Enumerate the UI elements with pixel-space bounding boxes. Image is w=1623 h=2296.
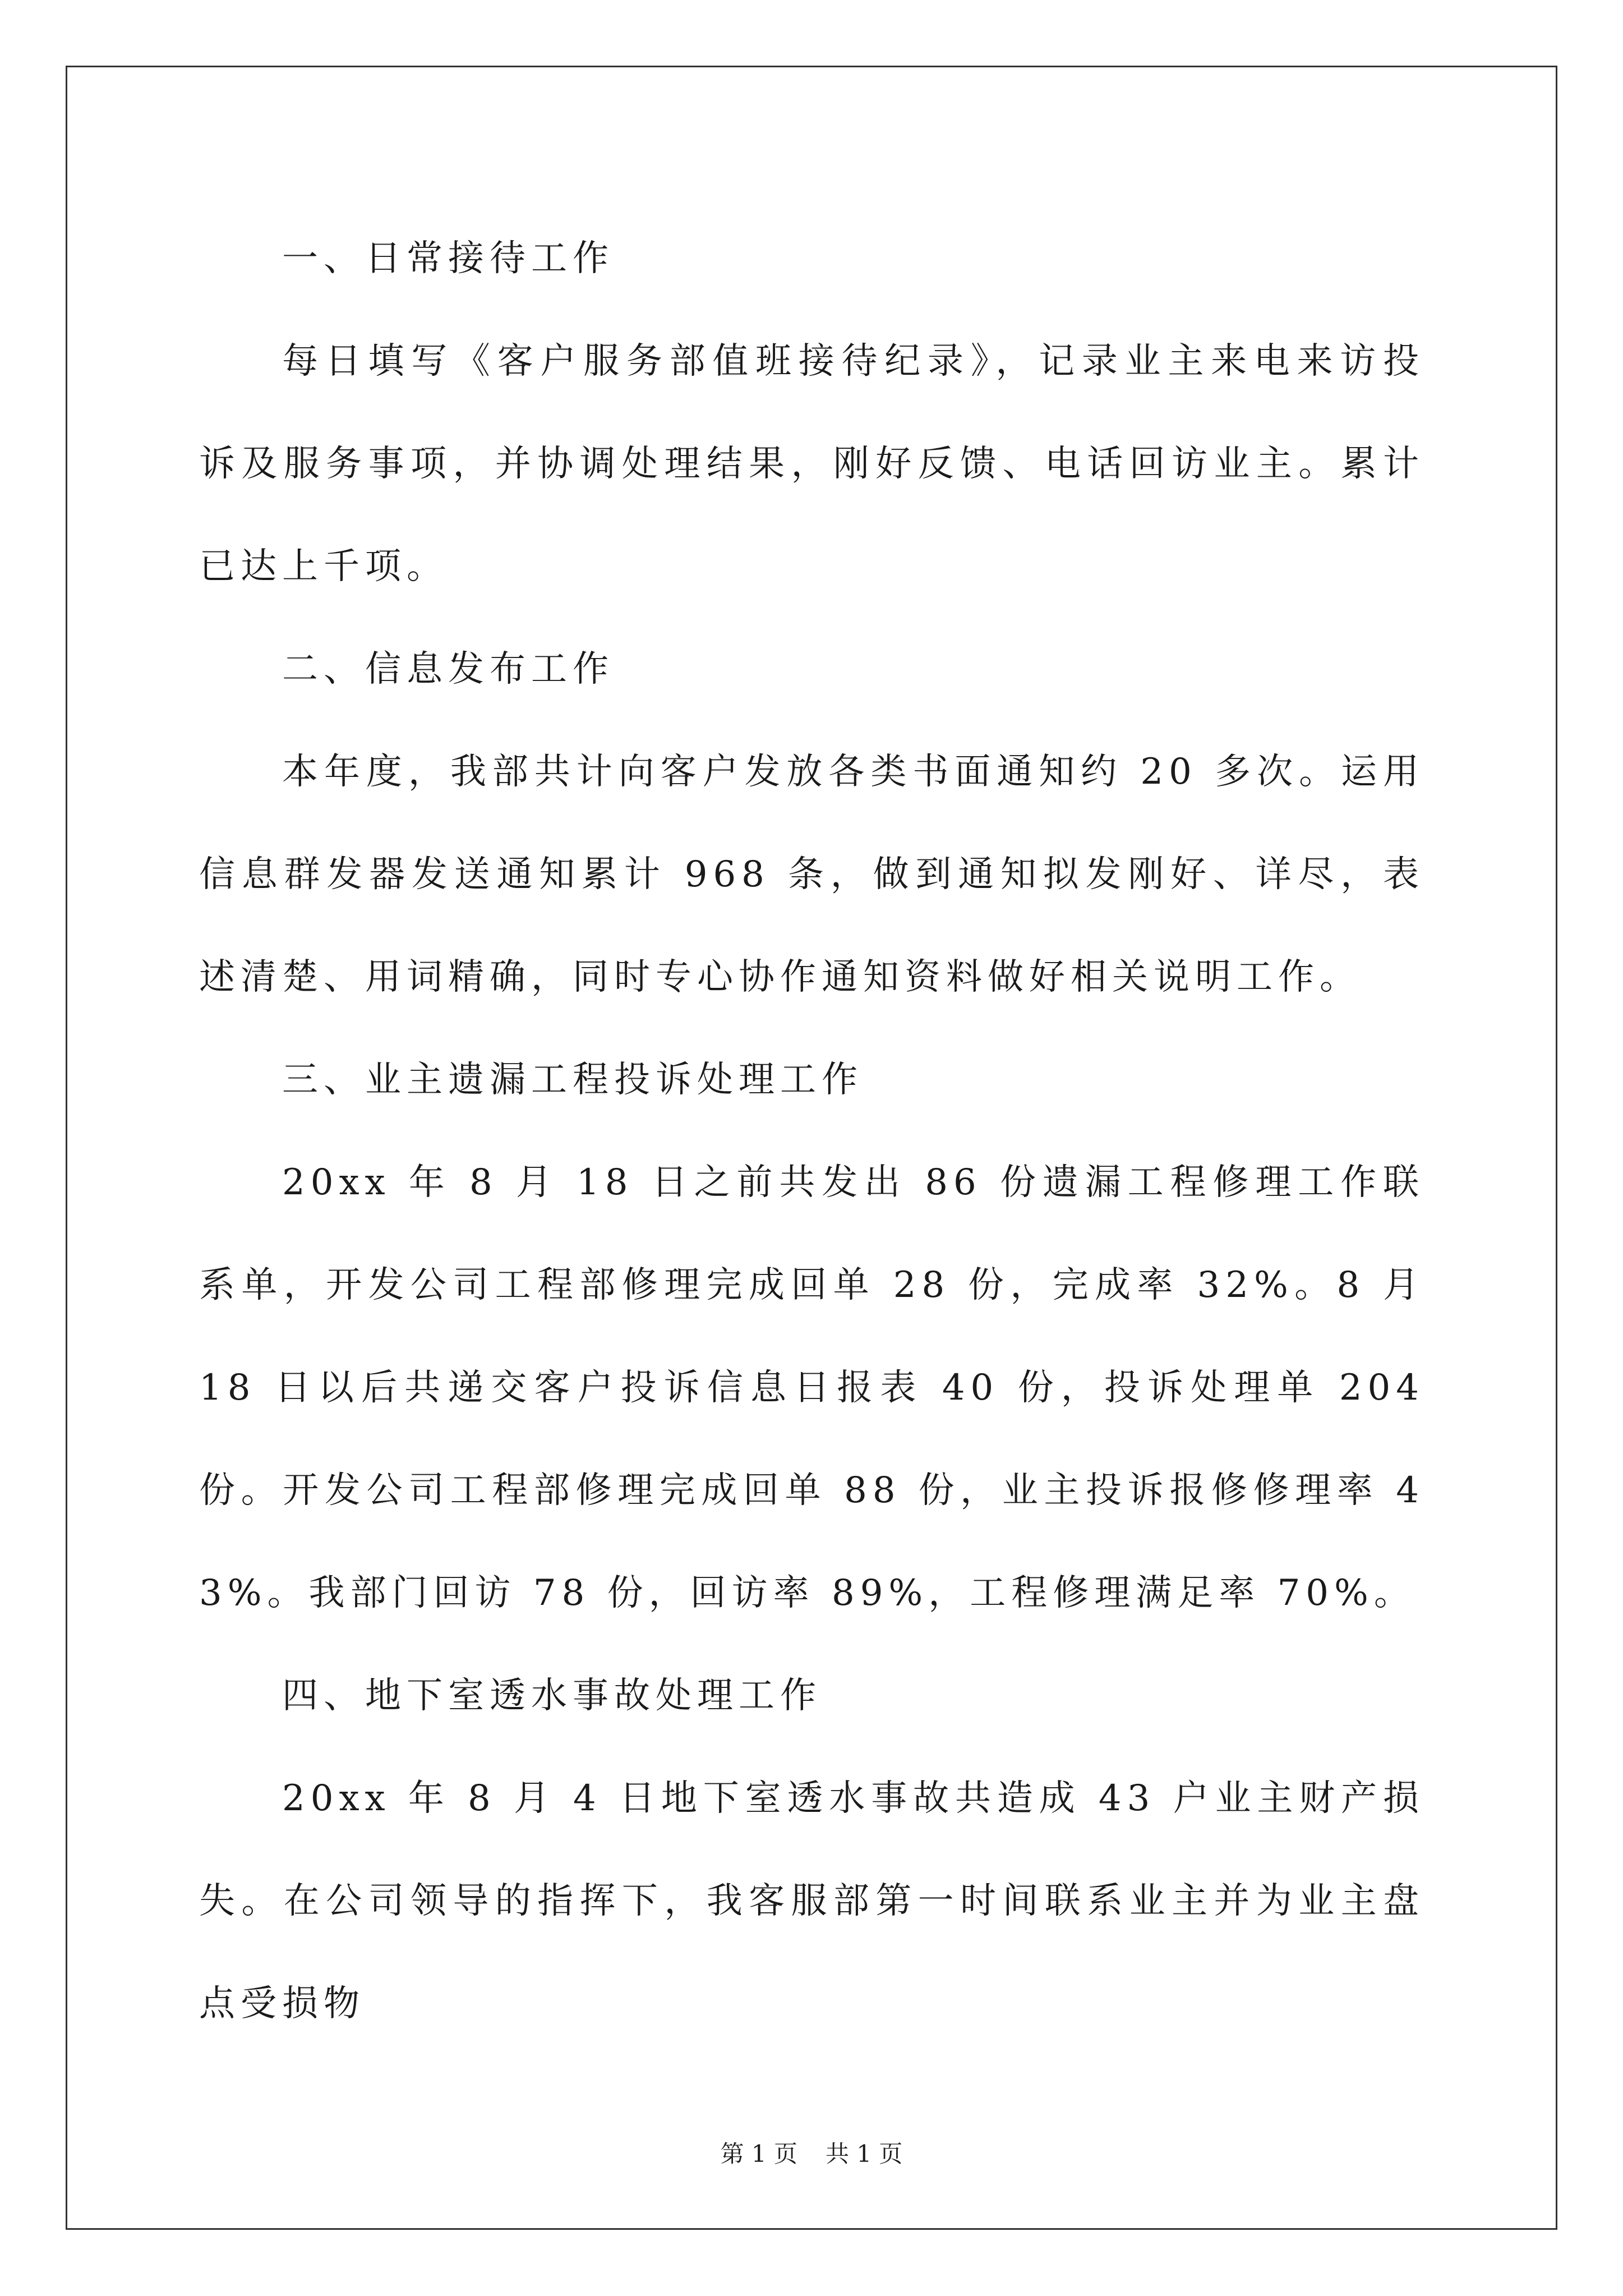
page-number: 第 1 页 — [720, 2140, 797, 2168]
paragraph-basement-leak: 20xx 年 8 月 4 日地下室透水事故共造成 43 户业主财产损失。在公司领导的指挥下，我客服部第一时间联系业主并为业主盘点受损物 — [199, 1778, 1424, 2024]
heading-information-release: 二、信息发布工作 — [282, 648, 614, 690]
paragraph-information-release: 本年度，我部共计向客户发放各类书面通知约 20 多次。运用信息群发器发送通知累计 968 条，做到通知拟发刚好、详尽，表述清楚、用词精确，同时专心协作通知资料做好相关说明工作。 — [199, 751, 1424, 998]
page-total: 共 1 页 — [826, 2140, 903, 2168]
paragraph-complaint-handling: 20xx 年 8 月 18 日之前共发出 86 份遗漏工程修理工作联系单，开发公司工程部修理完成回单 28 份，完成率 32%。8 月 18 日以后共递交客户投诉信息日报表 40 份，投诉处理单 204 份。开发公司工程部修理完成回单 88 份，业主投诉报修修理率 43%。我部门回访 78 份，回访率 89%，工程修理满足率 70%。 — [199, 1162, 1424, 1614]
paragraph-daily-reception: 每日填写《客户服务部值班接待纪录》，记录业主来电来访投诉及服务事项，并协调处理结果，刚好反馈、电话回访业主。累计已达上千项。 — [199, 341, 1424, 587]
heading-daily-reception: 一、日常接待工作 — [282, 238, 614, 279]
heading-basement-leak: 四、地下室透水事故处理工作 — [282, 1675, 822, 1717]
document-body — [199, 208, 1424, 2055]
page-footer — [0, 2137, 1623, 2171]
heading-complaint-handling: 三、业主遗漏工程投诉处理工作 — [282, 1059, 863, 1101]
